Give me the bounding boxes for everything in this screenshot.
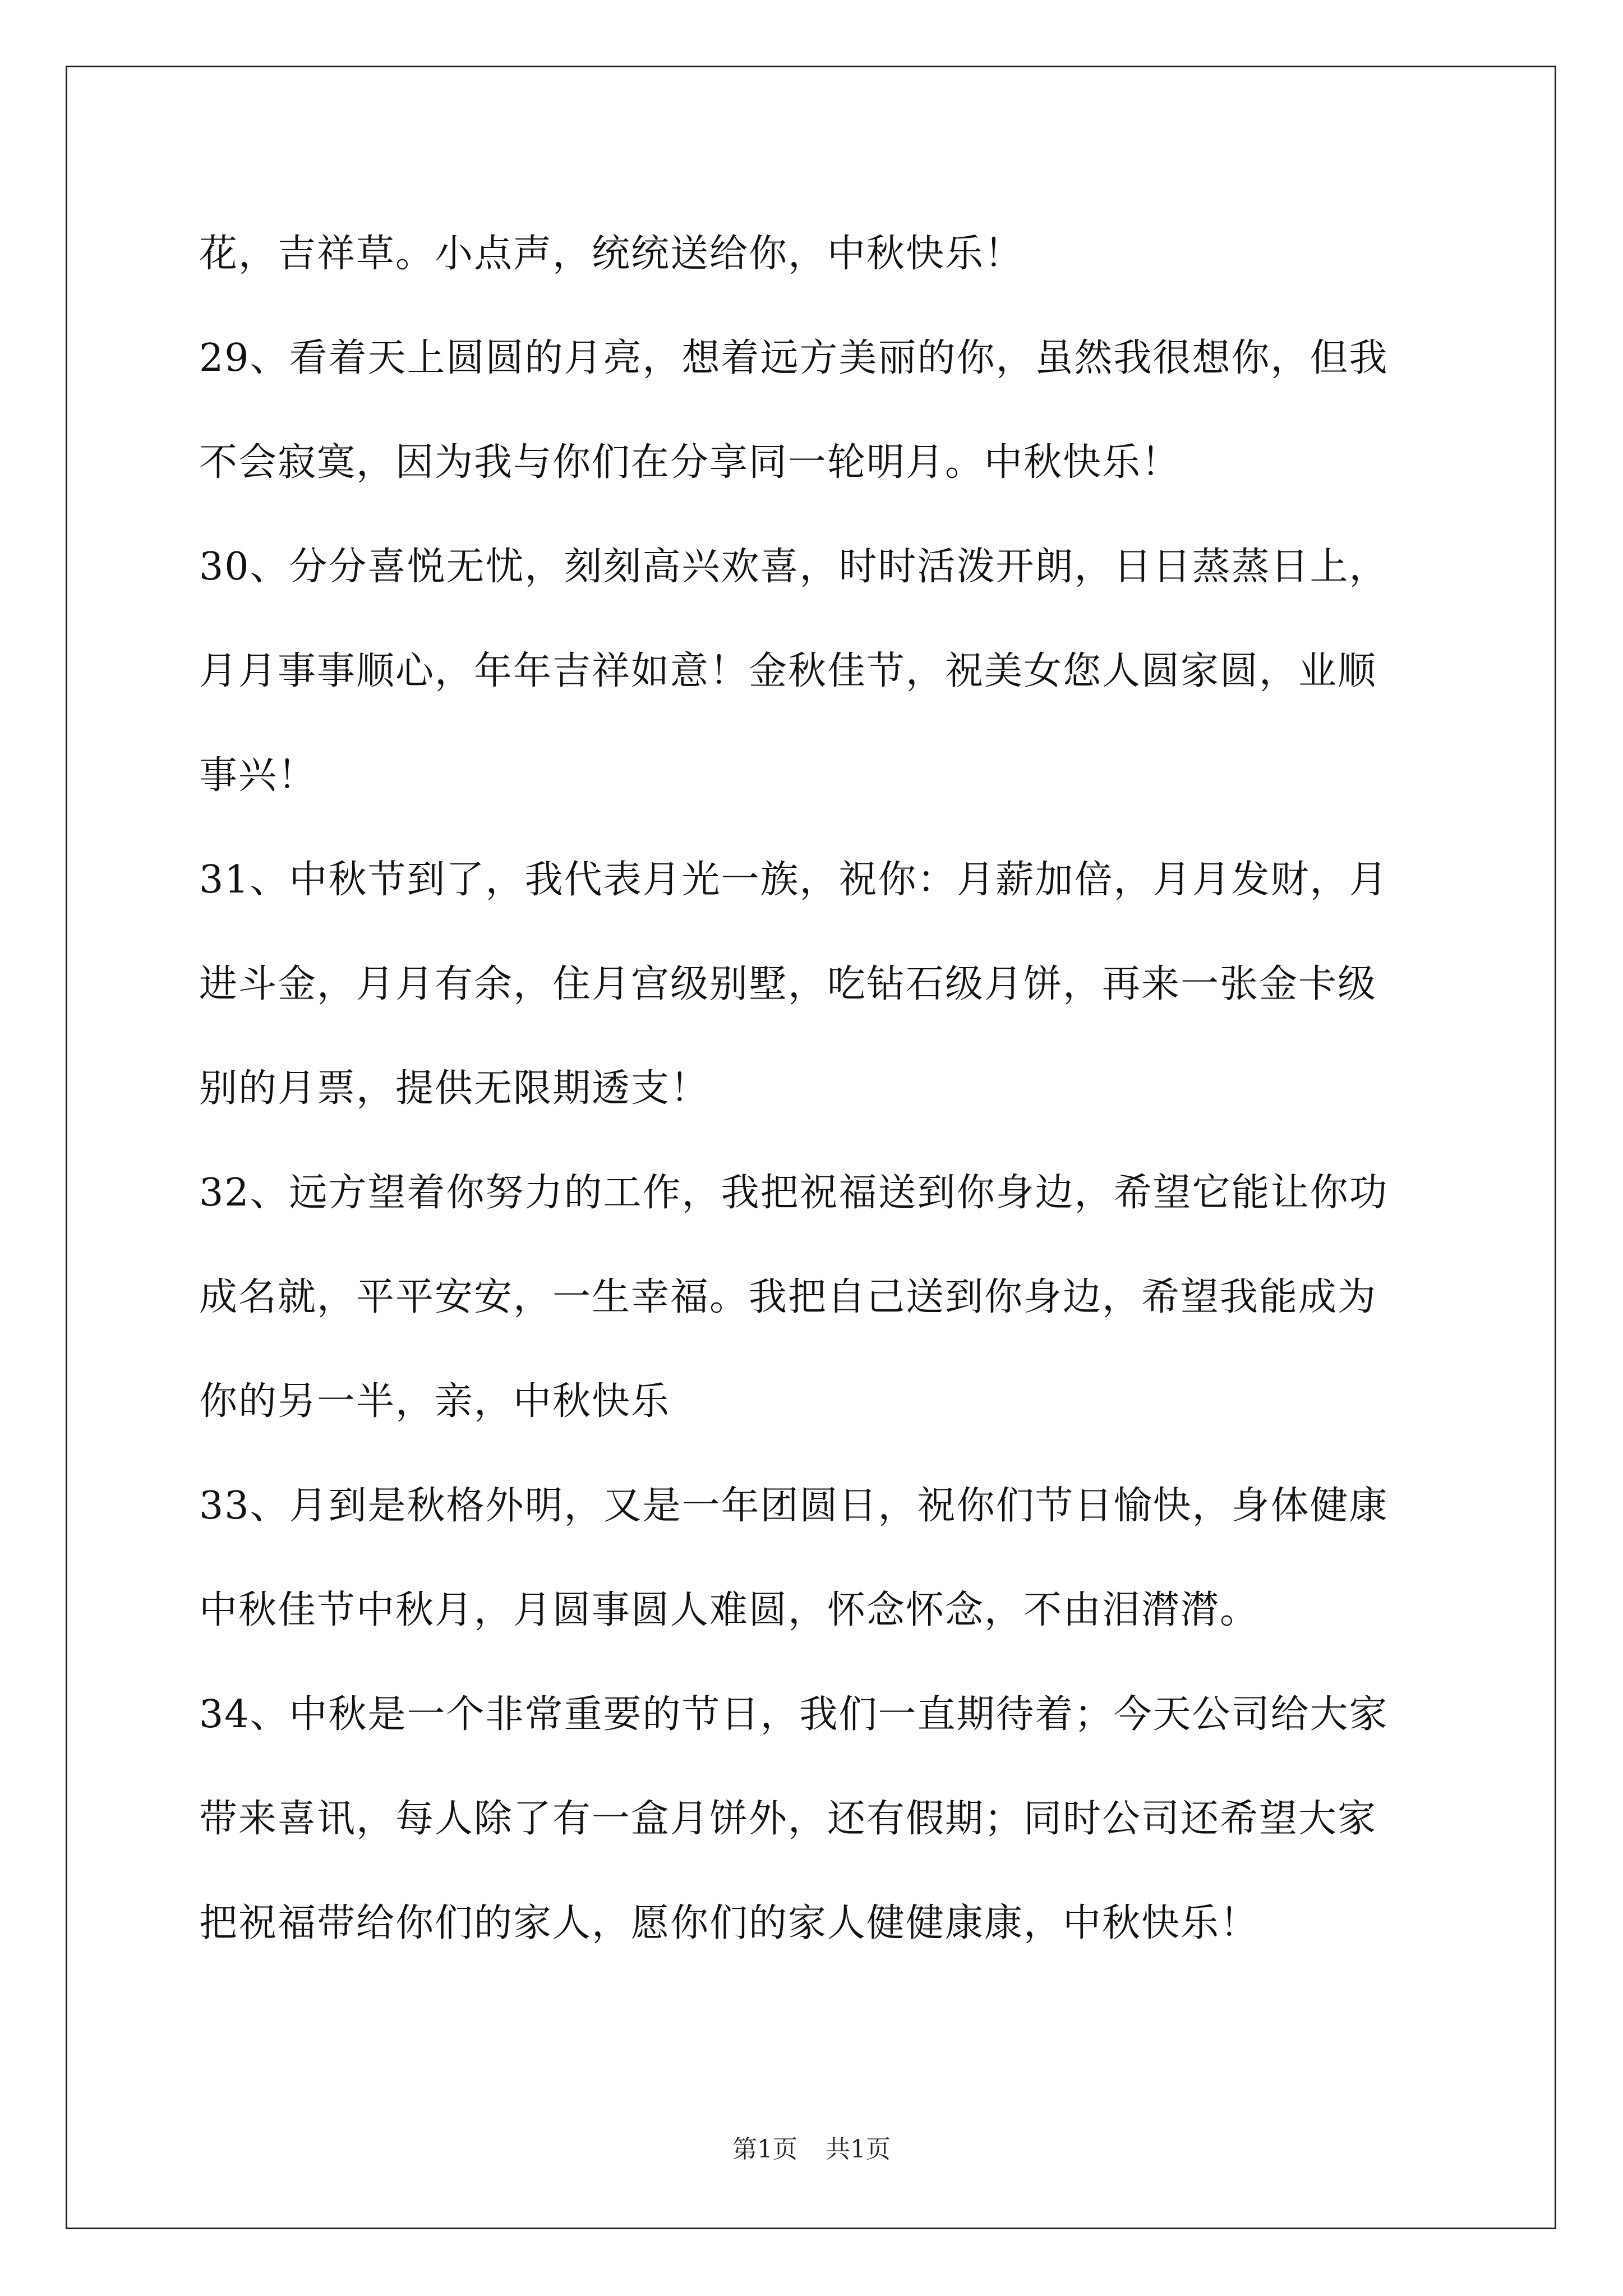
text-line: 成名就，平平安安，一生幸福。我把自己送到你身边，希望我能成为 xyxy=(199,1275,1377,1319)
document-body xyxy=(199,202,1438,1976)
text-line: 30、分分喜悦无忧，刻刻高兴欢喜，时时活泼开朗，日日蒸蒸日上， xyxy=(199,545,1389,589)
text-line: 你的另一半，亲，中秋快乐 xyxy=(199,1379,671,1424)
text-line: 月月事事顺心，年年吉祥如意！金秋佳节，祝美女您人圆家圆，业顺 xyxy=(199,649,1377,693)
text-line: 把祝福带给你们的家人，愿你们的家人健健康康，中秋快乐！ xyxy=(199,1901,1260,1945)
text-line: 34、中秋是一个非常重要的节日，我们一直期待着；今天公司给大家 xyxy=(199,1692,1389,1737)
text-line: 别的月票，提供无限期透支！ xyxy=(199,1066,710,1111)
text-line: 事兴！ xyxy=(199,753,317,798)
text-line: 不会寂寞，因为我与你们在分享同一轮明月。中秋快乐！ xyxy=(199,440,1181,485)
text-line: 32、远方望着你努力的工作，我把祝福送到你身边，希望它能让你功 xyxy=(199,1171,1389,1215)
text-line: 带来喜讯，每人除了有一盒月饼外，还有假期；同时公司还希望大家 xyxy=(199,1797,1377,1841)
text-line: 33、月到是秋格外明，又是一年团圆日，祝你们节日愉快，身体健康 xyxy=(199,1484,1389,1528)
text-line: 31、中秋节到了，我代表月光一族，祝你：月薪加倍，月月发财，月 xyxy=(199,858,1389,902)
text-line: 中秋佳节中秋月，月圆事圆人难圆，怀念怀念，不由泪潸潸。 xyxy=(199,1588,1260,1632)
text-line: 进斗金，月月有余，住月宫级别墅，吃钻石级月饼，再来一张金卡级 xyxy=(199,962,1377,1006)
text-line: 花，吉祥草。小点声，统统送给你，中秋快乐！ xyxy=(199,232,1024,276)
text-line: 29、看着天上圆圆的月亮，想着远方美丽的你，虽然我很想你，但我 xyxy=(199,336,1389,380)
page-footer xyxy=(0,2129,1623,2165)
page-number: 第1页 xyxy=(732,2135,797,2164)
page-total: 共1页 xyxy=(826,2135,891,2164)
